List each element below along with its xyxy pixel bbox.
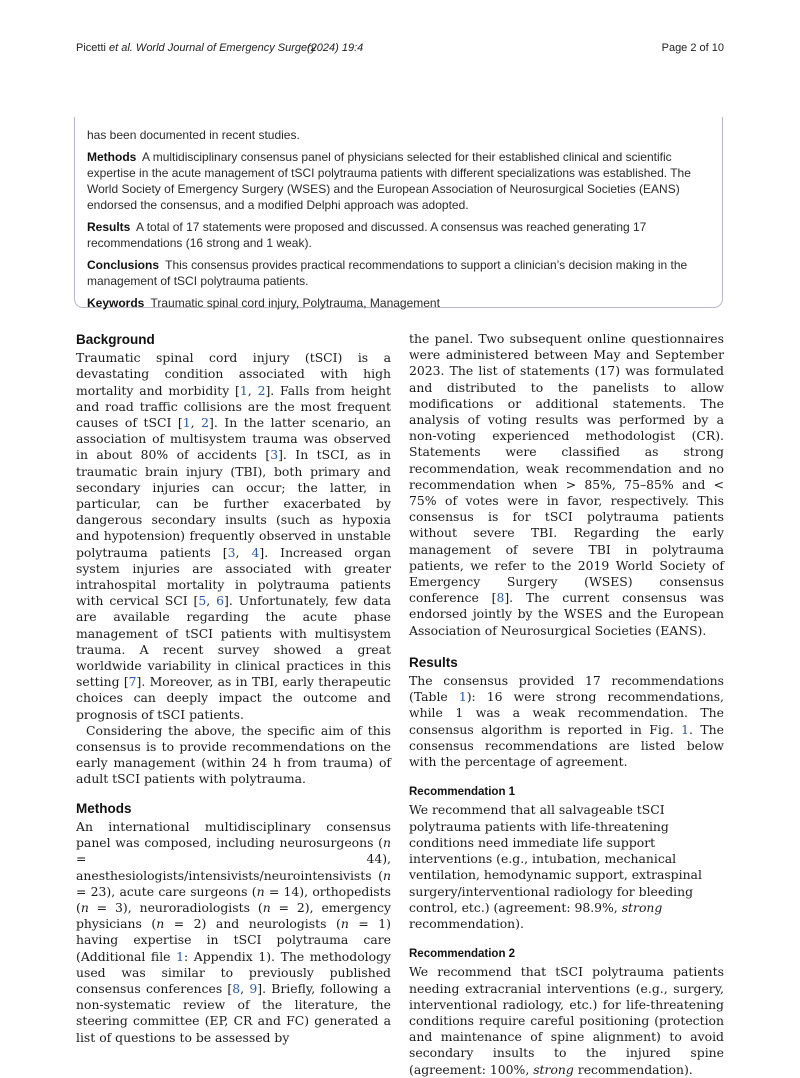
- abstract-conclusions-text: This consensus provides practical recommendations to support a clinician’s decision making in the management of tSCI polytrauma patients.: [87, 258, 688, 288]
- citation-link[interactable]: 1: [182, 415, 191, 431]
- abstract-methods-label: Methods: [87, 150, 137, 164]
- abstract-results-text: A total of 17 statements were proposed and discussed. A consensus was reached generating 17 recommendations (16 strong and 1 weak).: [87, 220, 647, 250]
- citation-link[interactable]: 5: [198, 593, 207, 609]
- abstract-keywords: [87, 295, 710, 311]
- citation-link[interactable]: 8: [232, 980, 241, 996]
- right-column: [409, 331, 724, 1078]
- results-heading: Results: [409, 654, 458, 670]
- recommendation-1-text: We recommend that all salvageable tSCI polytrauma patients with life-threatening conditions need immediate life support interventions (e.g., intubation, mechanical ventilation, hemodynamic support, extraspinal surgery/interventional radiology for bleeding control, etc.) (agreement: 98.9%, strong recommendation).: [409, 802, 702, 931]
- citation-link[interactable]: 4: [251, 544, 260, 560]
- header-authors: Picetti: [76, 42, 110, 54]
- abstract-conclusions-label: Conclusions: [87, 258, 160, 272]
- results-paragraph: The consensus provided 17 recommendations (Table 1): 16 were strong recommendations, while 1 was a weak recommendation. The consensus algorithm is reported in Fig. 1. The consensus recommendations are listed below with the percentage of agreement.: [409, 673, 724, 770]
- background-heading: Background: [76, 332, 155, 347]
- abstract-first-line: has been documented in recent studies.: [87, 128, 300, 142]
- additional-file-link[interactable]: 1: [176, 948, 184, 964]
- abstract-methods-text: A multidisciplinary consensus panel of physicians selected for their established clinical and scientific expertise in the acute management of tSCI polytrauma patients with different specializations was established. The World Society of Emergency Surgery (WSES) and the European Association of Neurosurgical Societies (EANS) endorsed the consensus, and a modified Delphi approach was adopted.: [87, 150, 691, 212]
- background-paragraph-2: Considering the above, the specific aim of this consensus is to provide recommendations on the early management (within 24 h from trauma) of adult tSCI patients with polytrauma.: [76, 722, 391, 787]
- header-journal: World Journal of Emergency Surgery: [132, 42, 317, 54]
- recommendation-2-text: We recommend that tSCI polytrauma patients needing extracranial interventions (e.g., surgery, interventional radiology, etc.) for life-threatening conditions require careful positioning (protection and maintenance of spine alignment) to avoid secondary insults to the injured spine (agreement: 100%, strong recommendation).: [409, 964, 724, 1077]
- citation-link[interactable]: 7: [128, 674, 137, 690]
- methods-heading: Methods: [76, 800, 132, 816]
- recommendation-1-heading: Recommendation 1: [409, 786, 516, 799]
- abstract-results-label: Results: [87, 220, 131, 234]
- citation-link[interactable]: 3: [270, 447, 279, 463]
- citation-link[interactable]: 1: [239, 382, 248, 398]
- citation-link[interactable]: 2: [201, 415, 210, 431]
- abstract-keywords-label: Keywords: [87, 296, 145, 310]
- table-link[interactable]: 1: [458, 689, 467, 705]
- methods-continued-paragraph: the panel. Two subsequent online questionnaires were administered between May and September 2023. The list of statements (17) was formulated and distributed to the panelists to allow modifications or additional statements. The analysis of voting results was performed by a non-voting experienced methodologist (CR). Statements were classified as strong recommendation, weak recommendation and no recommendation when > 85%, 75–85% and < 75% of votes were in favor, respectively. This consensus is for tSCI polytrauma patients without severe TBI. Regarding the early management of severe TBI in polytrauma patients, we refer to the 2019 World Society of Emergency Surgery (WSES) consensus conference [8]. The current consensus was endorsed jointly by the WSES and the European Association of Neurosurgical Societies (EANS).: [409, 331, 724, 638]
- citation-link[interactable]: 8: [496, 590, 505, 606]
- citation-link[interactable]: 3: [227, 544, 236, 560]
- background-paragraph-1: Traumatic spinal cord injury (tSCI) is a devastating condition associated with high mortality and morbidity [1, 2]. Falls from height and road traffic collisions are the most frequent causes of tSCI [1, 2]. In the latter scenario, an association of multisystem trauma was observed in about 80% of accidents [3]. In tSCI, as in traumatic brain injury (TBI), both primary and secondary injuries can occur; the latter, in particular, can be further exacerbated by dangerous secondary insults (such as hypoxia and hypotension) frequently observed in unstable polytrauma patients [3, 4]. Increased organ system injuries are associated with greater intrahospital mortality in polytrauma patients with cervical SCI [5, 6]. Unfortunately, few data are available regarding the acute phase management of tSCI patients with multisystem trauma. A recent survey showed a great worldwide variability in clinical practices in this setting [7]. Moreover, as in TBI, early therapeutic choices can deeply impact the outcome and prognosis of tSCI patients.: [76, 350, 392, 722]
- abstract-conclusions: [87, 257, 710, 289]
- citation-link[interactable]: 2: [257, 382, 266, 398]
- header-etal: et al.: [109, 42, 133, 54]
- header-citation: (2024) 19:4: [307, 42, 364, 54]
- page-number: Page 2 of 10: [661, 42, 724, 54]
- citation-link[interactable]: 9: [249, 980, 258, 996]
- left-column: [76, 332, 391, 1046]
- abstract-box: [74, 117, 723, 308]
- methods-paragraph: An international multidisciplinary consensus panel was composed, including neurosurgeons (n = 44), anesthesiologists/intensivists/neurointensivists (n = 23), acute care surgeons (n = 14), orthopedists (n = 3), neuroradiologists (n = 2), emergency physicians (n = 2) and neurologists (n = 1) having expertise in tSCI polytrauma care (Additional file 1: Appendix 1). The methodology used was similar to previously published consensus conferences [8, 9]. Briefly, following a non-systematic review of the literature, the steering committee (EP, CR and FC) generated a list of questions to be assessed by: [76, 818, 392, 1045]
- abstract-keywords-text: Traumatic spinal cord injury, Polytrauma, Management: [150, 296, 440, 310]
- citation-link[interactable]: 6: [216, 593, 225, 609]
- recommendation-2-heading: Recommendation 2: [409, 948, 516, 961]
- abstract-methods: [87, 149, 710, 213]
- figure-link[interactable]: 1: [681, 721, 690, 737]
- running-header: [76, 42, 724, 58]
- abstract-results: [87, 219, 710, 251]
- header-authors-journal: [76, 42, 316, 54]
